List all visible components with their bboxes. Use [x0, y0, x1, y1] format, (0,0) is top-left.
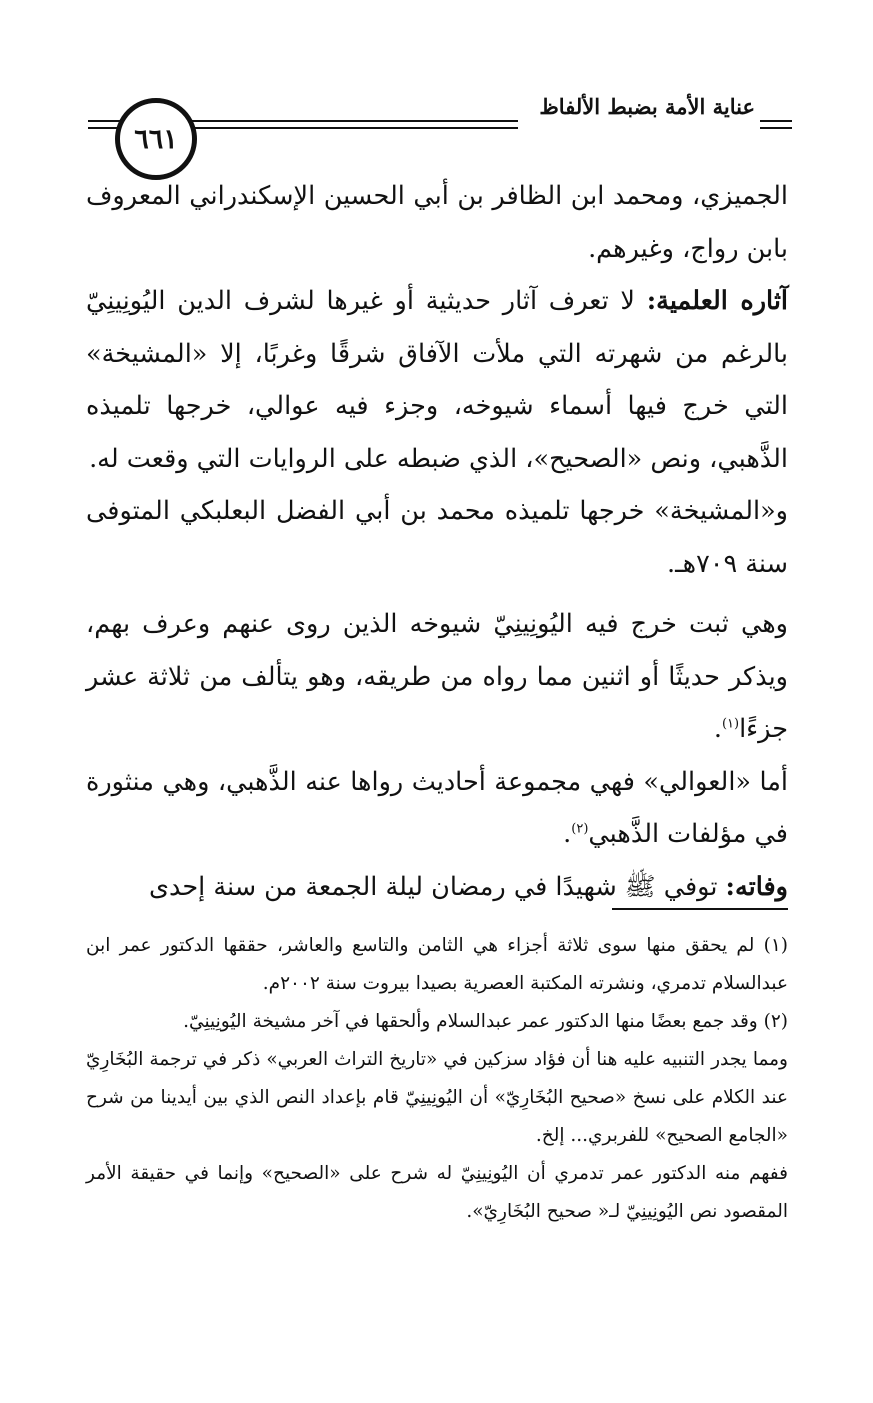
main-text [86, 170, 788, 913]
page-header [0, 74, 873, 184]
header-rule-right-bottom [760, 127, 792, 129]
footnote-separator [612, 908, 788, 910]
paragraph-4-text: وهي ثبت خرج فيه اليُونِينِيّ شيوخه الذين روى عنهم وعرف بهم، ويذكر حديثًا أو اثنين مما رواه من طريقه، وهو يتألف من ثلاثة عشر جزءًا [86, 609, 788, 744]
death-heading: وفاته: [725, 871, 788, 902]
footnote-ref-1: (١) [721, 716, 740, 732]
header-rule-middle-top [188, 120, 518, 122]
paragraph-4-end: . [713, 714, 722, 744]
header-rule-right-top [760, 120, 792, 122]
footnote-2-note-a: ومما يجدر التنبيه عليه هنا أن فؤاد سزكين في «تاريخ التراث العربي» ذكر في ترجمة البُخَارِيّ عند الكلام على نسخ «صحيح البُخَارِيّ» أن اليُونِينِيّ قام بإعداد النص الذي بين أيدينا من شرح «الجامع الصحيح» للفربري... إلخ. [86, 1049, 788, 1146]
paragraph-3 [86, 485, 788, 590]
page-number: ٦٦١ [134, 123, 178, 155]
paragraph-5-end: . [563, 819, 572, 849]
running-title: عناية الأمة بضبط الألفاظ [539, 94, 755, 119]
footnote-1: (١) لم يحقق منها سوى ثلاثة أجزاء هي الثامن والتاسع والعاشر، حققها الدكتور عمر ابن عبدالسلام تدمري، ونشرته المكتبة العصرية بصيدا بيروت سنة ٢٠٠٢م. [86, 935, 788, 994]
paragraph-1-text: الجميزي، ومحمد ابن الظافر بن أبي الحسين الإسكندراني المعروف بابن رواج، وغيرهم. [86, 181, 788, 264]
paragraph-4 [86, 598, 788, 756]
header-rule-middle-bottom [188, 127, 518, 129]
paragraph-2 [86, 275, 788, 485]
paragraph-6 [86, 861, 788, 914]
paragraph-1 [86, 170, 788, 275]
page-number-circle [115, 98, 197, 180]
footnote-2-note-b: ففهم منه الدكتور عمر تدمري أن اليُونِينِيّ له شرح على «الصحيح» وإنما في حقيقة الأمر المقصود نص اليُونِينِيّ لـ« صحيح البُخَارِيّ». [86, 1163, 788, 1222]
paragraph-5 [86, 756, 788, 861]
footnote-2: (٢) وقد جمع بعضًا منها الدكتور عمر عبدالسلام وألحقها في آخر مشيخة اليُونِينِيّ. [183, 1011, 788, 1032]
paragraph-2-text: لا تعرف آثار حديثية أو غيرها لشرف الدين اليُونِينِيّ بالرغم من شهرته التي ملأت الآفاق شرقًا وغربًا، إلا «المشيخة» التي خرج فيها أسماء شيوخه، وجزء فيه عوالي، خرجها تلميذه الذَّهبي، ونص «الصحيح»، الذي ضبطه على الروايات التي وقعت له. [86, 286, 788, 474]
paragraph-6-text: توفي ﷺ شهيدًا في رمضان ليلة الجمعة من سنة إحدى [149, 871, 726, 902]
scholarly-works-heading: آثاره العلمية: [646, 286, 789, 316]
footnote-ref-2: (٢) [571, 821, 589, 837]
footnotes [86, 927, 788, 1231]
paragraph-3-text: و«المشيخة» خرجها تلميذه محمد بن أبي الفضل البعلبكي المتوفى سنة ٧٠٩هـ. [86, 496, 788, 579]
paragraph-5-text: أما «العوالي» فهي مجموعة أحاديث رواها عنه الذَّهبي، وهي منثورة في مؤلفات الذَّهبي [86, 766, 788, 849]
